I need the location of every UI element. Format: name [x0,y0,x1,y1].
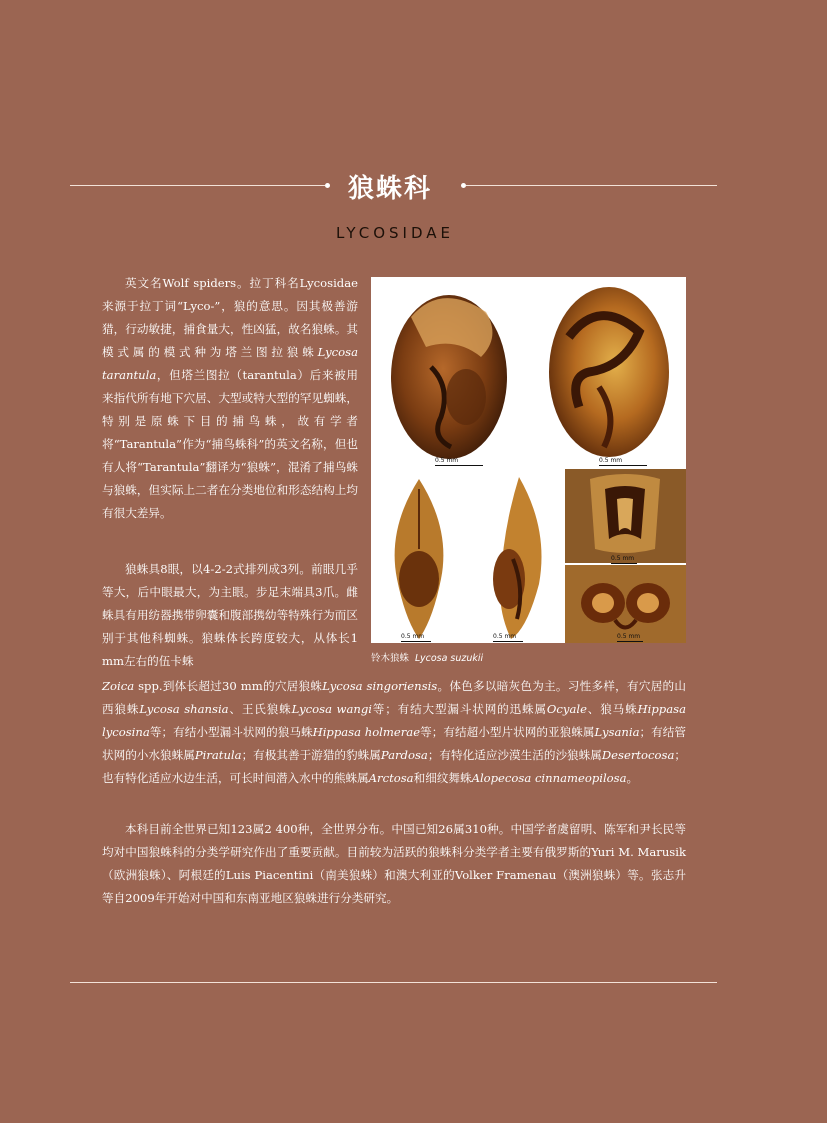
latin-name: Lycosa shansia [139,702,229,716]
text-run: ；也有特化适应水边生活，可长时间潜入水中的熊蛛属 [102,748,686,785]
caption-latin: Lycosa suzukii [415,653,484,664]
header-rule-left [70,185,325,186]
text-run: 、王氏狼蛛 [228,702,292,716]
scale-bar-1: 0.5 mm [435,457,483,466]
epigyne-dorsal-photo [565,565,686,643]
text-run: 本科目前全世界已知123属2 400种，全世界分布。中国已知26属310种。中国学者虞留明、陈军和尹长民等均对中国狼蛛科的分类学研究作出了重要贡献。目前较为活跃的狼蛛科分类学者主要有俄罗斯的Yuri M. Marusik（欧洲狼蛛）、阿根廷的Luis Piacentini（南美狼蛛）和澳大利亚的Volker Framenau（澳洲狼蛛）等。张志升等自2009年开始对中国和东南亚地区狼蛛进行分类研究。 [102,822,686,905]
latin-name: Hippasa lycosina [102,702,686,739]
text-run: 和细纹舞蛛 [413,771,472,785]
palp-ventral-photo [371,277,528,467]
latin-name: Pardosa [380,748,428,762]
epigyne-ventral-photo [565,469,686,563]
text-run: ；有极其善于游猎的豹蛛属 [241,748,381,762]
figure-caption [371,650,483,664]
latin-name: Lycosa wangi [291,702,372,716]
scale-bar-5: 0.5 mm [611,555,637,564]
latin-name: Lysania [594,725,640,739]
text-run: 英文名Wolf spiders。拉丁科名Lycosidae来源于拉丁词“Lyco-”，狼的意思。因其极善游猎，行动敏捷，捕食量大，性凶猛，故名狼蛛。其模式属的模式种为塔兰图拉狼蛛 [102,276,358,359]
latin-name: Arctosa [368,771,414,785]
scale-bar-3: 0.5 mm [401,633,431,642]
text-run: 。 [626,771,639,785]
paragraph-distribution [102,818,686,910]
paragraph-morphology [102,558,358,673]
palp-lateral-photo [467,469,563,643]
specimen-figure [371,277,686,643]
scale-bar-4: 0.5 mm [493,633,523,642]
paragraph-intro [102,272,358,525]
palp-retrolateral-photo [529,277,686,467]
latin-name: Piratula [194,748,242,762]
palp-dorsal-photo [371,469,467,643]
text-run: 狼蛛具8眼，以4-2-2式排列成3列。前眼几乎等大，后中眼最大，为主眼。步足末端具3爪。雌蛛具有用纺器携带卵囊和腹部携幼等特殊行为而区别于其他科蜘蛛。狼蛛体长跨度较大，从体长1 mm左右的伍卡蛛 [102,562,358,668]
latin-name: Desertocosa [601,748,675,762]
header-rule-right [466,185,717,186]
text-run: spp.到体长超过30 mm的穴居狼蛛 [134,679,323,693]
text-run: 、狼马蛛 [586,702,638,716]
latin-name: Lycosa tarantula [102,345,358,382]
caption-chinese: 铃木狼蛛 [371,653,410,664]
page-subtitle: LYCOSIDAE [336,224,454,242]
text-run: ，但塔兰图拉（tarantula）后来被用来指代所有地下穴居、大型或特大型的罕见蜘蛛，特别是原蛛下目的捕鸟蛛，故有学者将“Tarantula”作为“捕鸟蛛科”的英文名称，但也有人将“Tarantula”翻译为“狼蛛”，混淆了捕鸟蛛与狼蛛，但实际上二者在分类地位和形态结构上均有很大差异。 [102,368,358,520]
latin-name: Lycosa singoriensis [322,679,438,693]
header-dot-left [325,183,330,188]
latin-name: Hippasa holmerae [312,725,421,739]
footer-rule [70,982,717,983]
text-run: 等；有结大型漏斗状网的迅蛛属 [371,702,547,716]
paragraph-habits [102,675,686,790]
text-run: ；有特化适应沙漠生活的沙狼蛛属 [427,748,602,762]
latin-name: Ocyale [546,702,587,716]
latin-name: Zoica [102,679,135,693]
latin-name: Alopecosa cinnameopilosa [471,771,627,785]
text-run: 等；有结小型漏斗状网的狼马蛛 [149,725,313,739]
scale-bar-2: 0.5 mm [599,457,647,466]
text-run: 。体色多以暗灰色为主。习性多样，有穴居的山西狼蛛 [102,679,686,716]
page-title: 狼蛛科 [347,174,432,204]
text-run: ；有结管状网的小水狼蛛属 [102,725,686,762]
scale-bar-6: 0.5 mm [617,633,643,642]
text-run: 等；有结超小型片状网的亚狼蛛属 [420,725,595,739]
